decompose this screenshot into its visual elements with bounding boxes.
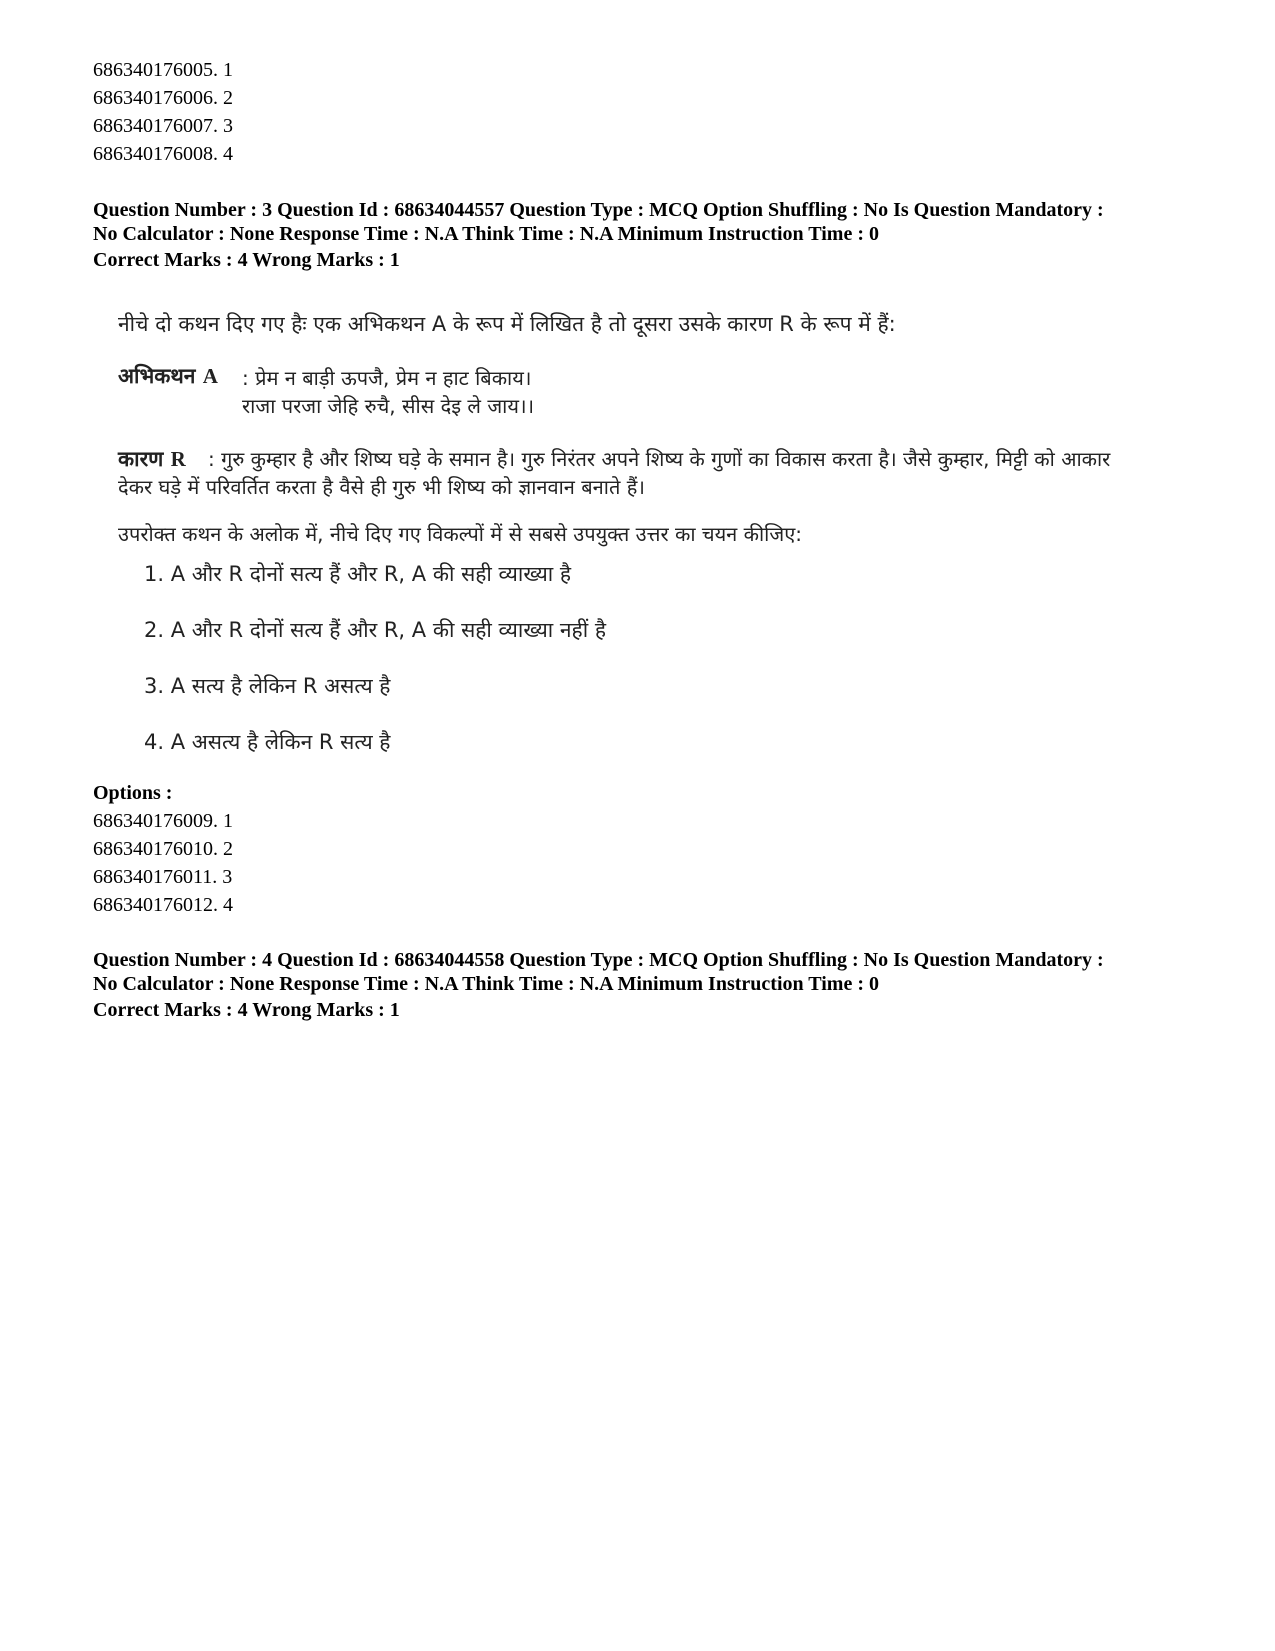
question3-header-line1: Question Number : 3 Question Id : 68634044557 Question Type : MCQ Option Shuffling : No Is Question Mandatory : xyxy=(93,199,1104,221)
question3-header-line2: No Calculator : None Response Time : N.A Think Time : N.A Minimum Instruction Time : 0 xyxy=(93,223,879,245)
question3-choice-4: 4. A असत्य है लेकिन R सत्य है xyxy=(144,730,391,754)
prev-option-4: 686340176008. 4 xyxy=(93,143,233,165)
question3-choice-3: 3. A सत्य है लेकिन R असत्य है xyxy=(144,674,391,698)
question3-header xyxy=(93,198,1223,246)
question4-header xyxy=(93,948,1223,996)
assertion-label xyxy=(118,362,218,390)
prev-option-3: 686340176007. 3 xyxy=(93,115,233,137)
question3-option-4: 686340176012. 4 xyxy=(93,894,233,916)
assertion-line2: राजा परजा जेहि रुचै, सीस देइ ले जाय।। xyxy=(242,394,535,418)
question3-option-1: 686340176009. 1 xyxy=(93,810,233,832)
assertion-label-word: अभिकथन xyxy=(118,364,196,388)
assertion-line1: : प्रेम न बाड़ी ऊपजै, प्रेम न हाट बिकाय। xyxy=(242,366,532,390)
reason-label-word: कारण xyxy=(118,447,164,471)
prev-option-2: 686340176006. 2 xyxy=(93,87,233,109)
reason-text: : गुरु कुम्हार है और शिष्य घड़े के समान है। गुरु निरंतर अपने शिष्य के गुणों का विकास करता है। जैसे कुम्हार, मिट्टी को आकार देकर घड़े में परिवर्तित करता है वैसे ही गुरु भी शिष्य को ज्ञानवान बनाते हैं। xyxy=(118,447,1111,499)
question3-choice-1: 1. A और R दोनों सत्य हैं और R, A की सही व्याख्या है xyxy=(144,562,572,586)
question4-header-line1: Question Number : 4 Question Id : 68634044558 Question Type : MCQ Option Shuffling : No Is Question Mandatory : xyxy=(93,949,1104,971)
assertion-letter: A xyxy=(202,364,218,388)
question3-marks: Correct Marks : 4 Wrong Marks : 1 xyxy=(93,249,400,271)
question3-option-3: 686340176011. 3 xyxy=(93,866,233,888)
question3-instruction: उपरोक्त कथन के अलोक में, नीचे दिए गए विकल्पों में से सबसे उपयुक्त उत्तर का चयन कीजिए: xyxy=(118,522,802,546)
question4-marks: Correct Marks : 4 Wrong Marks : 1 xyxy=(93,999,400,1021)
question3-option-2: 686340176010. 2 xyxy=(93,838,233,860)
question3-choice-2: 2. A और R दोनों सत्य हैं और R, A की सही व्याख्या नहीं है xyxy=(144,618,606,642)
question3-intro: नीचे दो कथन दिए गए हैः एक अभिकथन A के रूप में लिखित है तो दूसरा उसके कारण R के रूप में हैं: xyxy=(118,312,896,336)
question3-options-label: Options : xyxy=(93,782,173,804)
question3-content xyxy=(118,310,1168,790)
reason-letter: R xyxy=(170,447,186,471)
question4-header-line2: No Calculator : None Response Time : N.A Think Time : N.A Minimum Instruction Time : 0 xyxy=(93,973,879,995)
prev-option-1: 686340176005. 1 xyxy=(93,59,233,81)
